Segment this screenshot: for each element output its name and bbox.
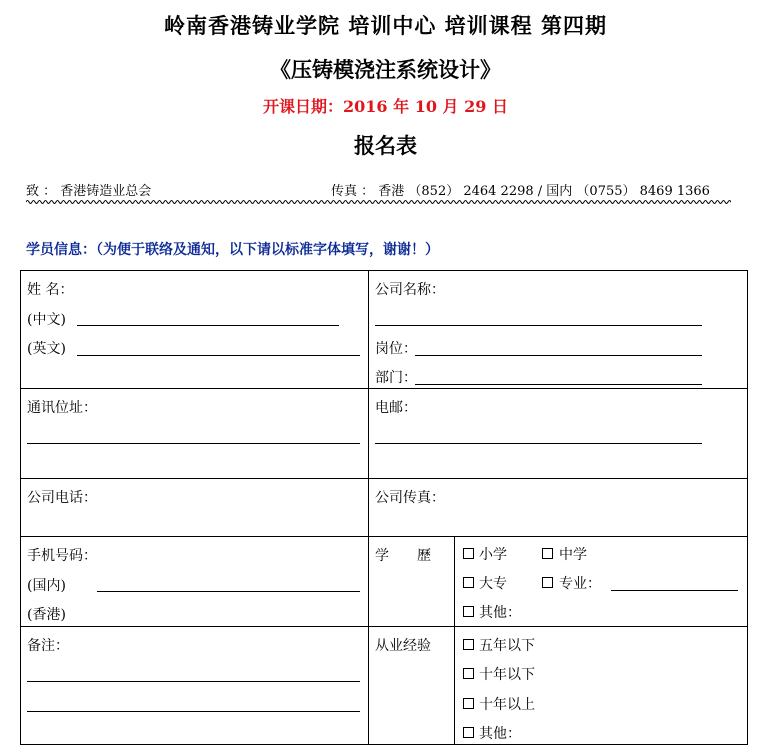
chinese-name-field[interactable] [77,325,339,326]
experience-label-cell [369,627,455,745]
remarks-field-1[interactable] [27,681,360,682]
checkbox-college[interactable] [463,577,474,588]
option-middle-school: 中学 [559,547,587,563]
option-over-10-years: 十年以上 [479,697,535,713]
experience-options-cell [455,627,748,745]
department-field[interactable] [415,384,702,385]
option-edu-other: 其他： [479,605,521,621]
checkbox-primary-school[interactable] [463,548,474,559]
registration-form [20,270,748,745]
student-info-heading: 学员信息：（为便于联络及通知，以下请以标准字体填写，谢谢！） [26,242,439,258]
company-fax-label: 公司传真： [375,490,445,506]
mobile-domestic-label: (国内) [27,578,66,594]
option-major: 专业： [559,576,601,592]
wavy-divider [26,198,731,206]
form-title: 报名表 [354,133,417,158]
experience-label: 从业经验 [375,638,431,654]
address-cell [21,389,369,479]
name-cell [21,271,369,389]
education-options-cell [455,537,748,627]
checkbox-under-5-years[interactable] [463,639,474,650]
checkbox-under-10-years[interactable] [463,668,474,679]
option-under-10-years: 十年以下 [479,667,535,683]
checkbox-edu-other[interactable] [463,606,474,617]
checkbox-middle-school[interactable] [542,548,553,559]
company-fax-cell[interactable] [369,479,748,537]
name-label: 姓 名： [27,282,74,298]
option-primary-school: 小学 [479,547,507,563]
recipient: 致 ： 香港铸造业总会 [26,184,152,199]
mobile-hongkong-label: (香港) [27,607,66,623]
option-under-5-years: 五年以下 [479,638,535,654]
mobile-label: 手机号码： [27,548,97,564]
fax-numbers: 传真 ： 香港 （852） 2464 2298 / 国内 （0755） 8469 1366 [331,184,710,199]
checkbox-over-10-years[interactable] [463,698,474,709]
email-cell [369,389,748,479]
mobile-cell [21,537,369,627]
start-date: 开课日期：2016 年 10 月 29 日 [263,97,508,116]
option-exp-other: 其他： [479,726,521,742]
address-label: 通讯位址： [27,400,97,416]
email-label: 电邮： [375,400,417,416]
email-field[interactable] [375,443,702,444]
mobile-domestic-field[interactable] [97,591,360,592]
remarks-label: 备注： [27,638,69,654]
english-name-label: (英文) [27,341,66,357]
education-label-cell [369,537,455,627]
option-college: 大专 [479,576,507,592]
english-name-field[interactable] [77,355,360,356]
company-phone-cell[interactable] [21,479,369,537]
checkbox-major[interactable] [542,577,553,588]
checkbox-exp-other[interactable] [463,727,474,738]
department-label: 部门： [375,370,417,386]
chinese-name-label: (中文) [27,312,66,328]
position-field[interactable] [415,355,702,356]
remarks-field-2[interactable] [27,711,360,712]
major-field[interactable] [611,590,738,591]
education-label: 学 歷 [375,548,431,564]
company-cell [369,271,748,389]
company-name-field[interactable] [375,325,702,326]
course-title: 岭南香港铸业学院 培训中心 培训课程 第四期 [164,13,607,38]
address-field[interactable] [27,443,360,444]
position-label: 岗位： [375,341,417,357]
course-subtitle: 《压铸模浇注系统设计》 [270,57,501,82]
company-name-label: 公司名称： [375,282,445,298]
remarks-cell [21,627,369,745]
company-phone-label: 公司电话： [27,490,97,506]
